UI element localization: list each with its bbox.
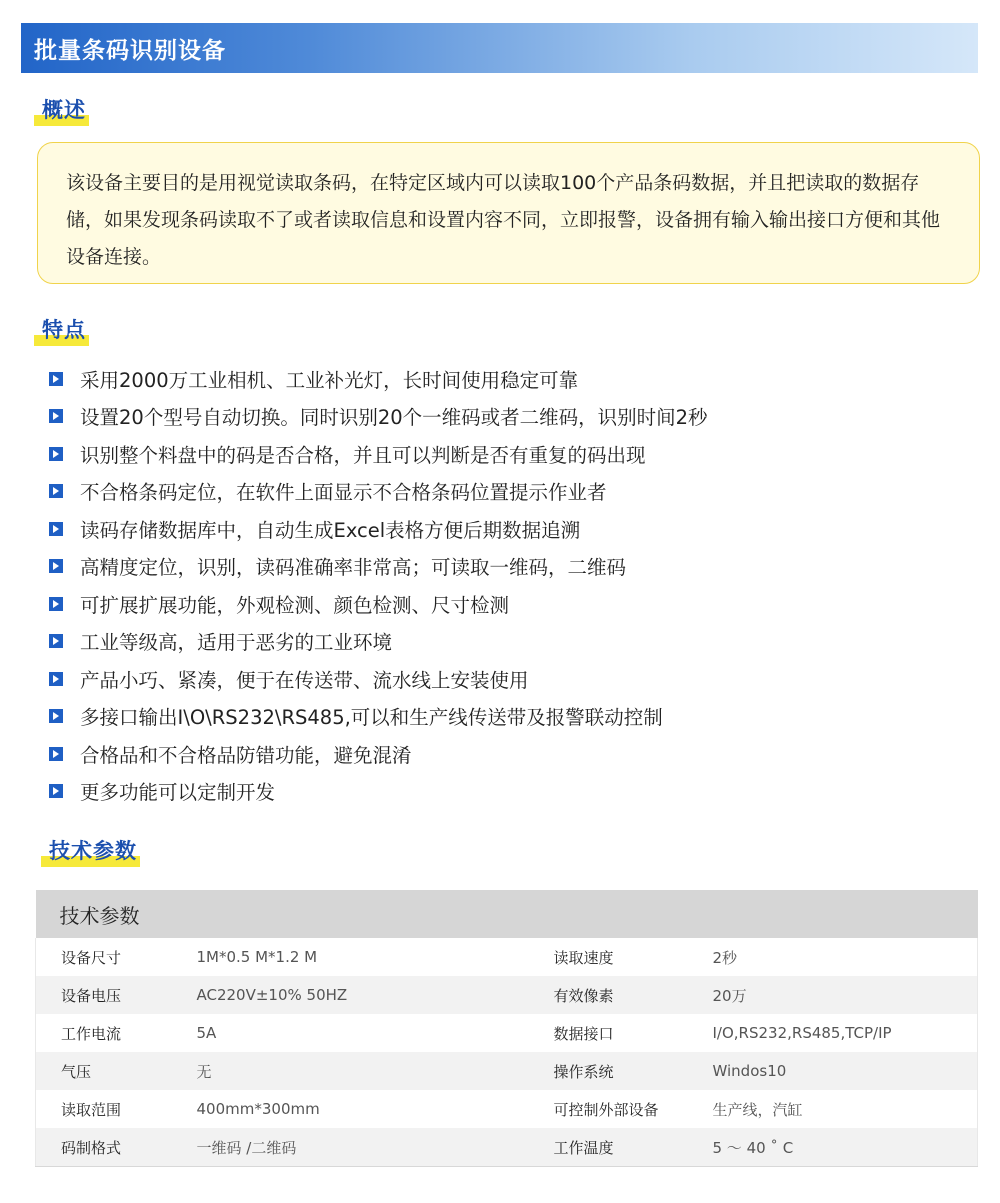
table-row: [36, 1128, 978, 1167]
play-bullet-icon: [49, 672, 63, 686]
spec-key: 读取范围: [36, 1090, 197, 1128]
list-item: [49, 398, 969, 436]
spec-key: 气压: [36, 1052, 197, 1090]
play-bullet-icon: [49, 597, 63, 611]
feature-text: 合格品和不合格品防错功能，避免混淆: [80, 743, 412, 767]
spec-key: 工作电流: [36, 1014, 197, 1052]
spec-table: [35, 890, 978, 1167]
play-bullet-icon: [49, 559, 63, 573]
list-item: [49, 585, 969, 623]
spec-table-header: 技术参数: [36, 890, 978, 938]
spec-value: 一维码 /二维码: [197, 1128, 554, 1167]
play-bullet-icon: [49, 522, 63, 536]
list-item: [49, 773, 969, 811]
table-row: [36, 1090, 978, 1128]
feature-text: 高精度定位，识别，读码准确率非常高；可读取一维码，二维码: [80, 556, 627, 580]
spec-key: 数据接口: [553, 1024, 614, 1043]
list-item: [49, 360, 969, 398]
list-item: [49, 623, 969, 661]
feature-text: 读码存储数据库中，自动生成Excel表格方便后期数据追溯: [80, 518, 581, 542]
play-bullet-icon: [49, 372, 63, 386]
feature-text: 多接口输出I\O\RS232\RS485,可以和生产线传送带及报警联动控制: [80, 706, 663, 730]
spec-value: 5A: [196, 1024, 217, 1042]
section-heading-overview: 概述: [42, 96, 86, 124]
list-item: [49, 473, 969, 511]
play-bullet-icon: [49, 747, 63, 761]
list-item: [49, 510, 969, 548]
spec-key: 工作温度: [554, 1128, 713, 1167]
spec-key: 操作系统: [554, 1052, 713, 1090]
feature-text: 产品小巧、紧凑，便于在传送带、流水线上安装使用: [80, 668, 529, 692]
spec-key: 设备尺寸: [36, 938, 197, 976]
feature-text: 采用2000万工业相机、工业补光灯，长时间使用稳定可靠: [80, 368, 579, 392]
play-bullet-icon: [49, 634, 63, 648]
feature-text: 工业等级高，适用于恶劣的工业环境: [80, 631, 393, 655]
play-bullet-icon: [49, 447, 63, 461]
list-item: [49, 735, 969, 773]
title-bar: [21, 23, 978, 73]
play-bullet-icon: [49, 409, 63, 423]
feature-text: 识别整个料盘中的码是否合格，并且可以判断是否有重复的码出现: [80, 443, 646, 467]
feature-list: [49, 360, 969, 810]
feature-text: 不合格条码定位，在软件上面显示不合格条码位置提示作业者: [80, 481, 607, 505]
overview-box: [37, 142, 980, 284]
list-item: [49, 660, 969, 698]
spec-value: Windos10: [713, 1052, 978, 1090]
spec-value: 2秒: [713, 938, 978, 976]
feature-text: 更多功能可以定制开发: [80, 781, 276, 805]
play-bullet-icon: [49, 484, 63, 498]
play-bullet-icon: [49, 784, 63, 798]
play-bullet-icon: [49, 709, 63, 723]
spec-key: 可控制外部设备: [553, 1100, 659, 1119]
spec-value: 生产线，汽缸: [713, 1090, 978, 1128]
spec-value: 5 ～ 40 ˚ C: [713, 1128, 978, 1167]
spec-value: 无: [197, 1052, 554, 1090]
section-heading-specs: 技术参数: [49, 837, 137, 865]
spec-key: 设备电压: [36, 976, 197, 1014]
table-row: [36, 938, 978, 976]
list-item: [49, 435, 969, 473]
spec-value: 20万: [713, 976, 978, 1014]
list-item: [49, 698, 969, 736]
table-row: [36, 1014, 978, 1052]
spec-value: 1M*0.5 M*1.2 M: [196, 948, 318, 966]
spec-key: 码制格式: [36, 1128, 197, 1167]
overview-text: 该设备主要目的是用视觉读取条码，在特定区域内可以读取100个产品条码数据，并且把读取的数据存储，如果发现条码读取不了或者读取信息和设置内容不同，立即报警，设备拥有输入输出接口方便和其他设备连接。: [66, 172, 941, 268]
spec-key: 读取速度: [553, 948, 614, 967]
spec-value: 400mm*300mm: [196, 1100, 320, 1118]
spec-key: 有效像素: [554, 976, 713, 1014]
table-row: [36, 1052, 978, 1090]
spec-value: I/O,RS232,RS485,TCP/IP: [713, 1014, 978, 1052]
section-heading-features: 特点: [42, 316, 86, 344]
feature-text: 可扩展扩展功能，外观检测、颜色检测、尺寸检测: [80, 593, 510, 617]
spec-value: AC220V±10% 50HZ: [197, 976, 554, 1014]
page-title: 批量条码识别设备: [34, 37, 226, 64]
feature-text: 设置20个型号自动切换。同时识别20个一维码或者二维码，识别时间2秒: [80, 406, 708, 430]
list-item: [49, 548, 969, 586]
table-row: [36, 976, 978, 1014]
